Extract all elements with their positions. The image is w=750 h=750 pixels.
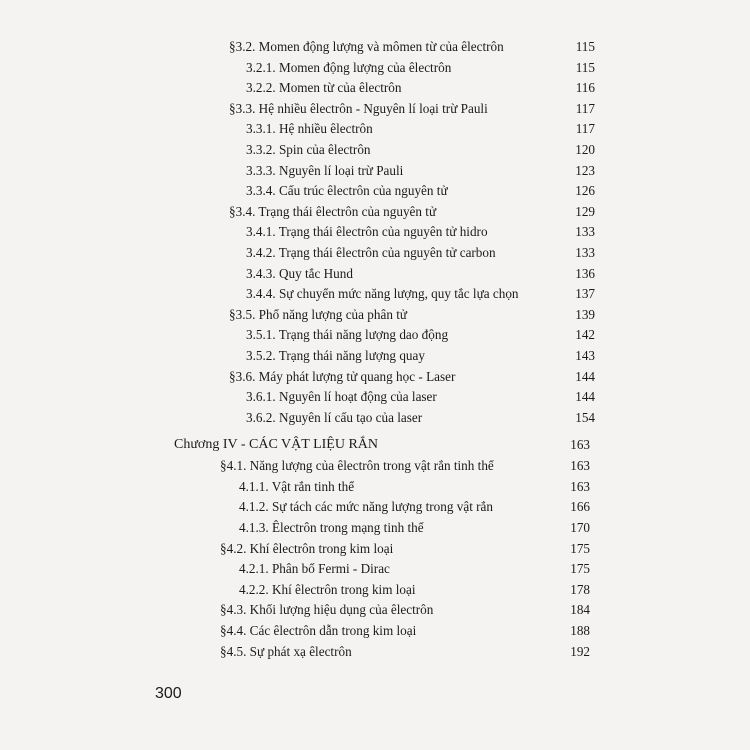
toc-entry-page: 133: [575, 224, 595, 240]
toc-entry-page: 116: [575, 80, 595, 96]
toc-entry-title: 3.3.4. Cấu trúc êlectrôn của nguyên tử: [246, 183, 448, 199]
toc-entry-page: 133: [575, 244, 595, 260]
toc-subsection-entry: [0, 497, 750, 518]
toc-subsection-entry: [0, 387, 750, 408]
toc-entry-title: 3.2.2. Momen từ của êlectrôn: [246, 80, 402, 96]
toc-entry-title: 3.4.1. Trạng thái êlectrôn của nguyên tử hidro: [246, 224, 488, 240]
toc-entry-title: 4.2.1. Phân bố Fermi - Dirac: [239, 561, 390, 577]
toc-entry-title: 3.3.3. Nguyên lí loại trừ Pauli: [246, 162, 404, 178]
toc-entry-title: 4.2.2. Khí êlectrôn trong kim loại: [239, 581, 416, 597]
toc-entry-page: 143: [575, 347, 595, 363]
toc-entry-page: 170: [570, 520, 590, 536]
toc-chapter-4: [0, 434, 750, 662]
toc-entry-page: 166: [570, 499, 590, 515]
toc-entry-page: 115: [575, 39, 595, 54]
toc-entry-page: 117: [575, 121, 595, 137]
toc-section-entry: [0, 621, 750, 642]
toc-subsection-entry: [0, 161, 750, 182]
toc-entry-title: §4.4. Các êlectrôn dẫn trong kim loại: [220, 623, 417, 639]
toc-entry-title: 3.5.1. Trạng thái năng lượng dao động: [246, 327, 449, 343]
toc-entry-page: 175: [570, 540, 590, 556]
toc-entry-page: 126: [575, 183, 595, 199]
toc-entry-title: 3.3.2. Spin của êlectrôn: [246, 141, 371, 157]
toc-entry-title: 3.2.1. Momen động lượng của êlectrôn: [246, 59, 452, 75]
toc-subsection-entry: [0, 580, 750, 601]
toc-chapter-3-part: [0, 37, 750, 428]
toc-chapter-entry: [0, 434, 750, 456]
toc-entry-title: §3.3. Hệ nhiều êlectrôn - Nguyên lí loại trừ Pauli: [229, 100, 488, 116]
toc-entry-title: 3.4.2. Trạng thái êlectrôn của nguyên tử carbon: [246, 244, 496, 260]
toc-subsection-entry: [0, 518, 750, 539]
toc-subsection-entry: [0, 181, 750, 202]
toc-entry-page: 139: [575, 306, 595, 322]
toc-section-entry: [0, 202, 750, 223]
toc-subsection-entry: [0, 58, 750, 79]
toc-entry-page: 120: [575, 141, 595, 157]
toc-entry-title: §3.5. Phổ năng lượng của phân tử: [229, 306, 408, 322]
toc-entry-page: 154: [575, 409, 595, 425]
toc-section-entry: [0, 37, 750, 58]
toc-entry-page: 192: [570, 643, 590, 659]
toc-section-entry: [0, 305, 750, 326]
toc-entry-title: 3.3.1. Hệ nhiều êlectrôn: [246, 121, 373, 137]
table-of-contents: [0, 37, 750, 662]
toc-subsection-entry: [0, 140, 750, 161]
toc-section-entry: [0, 600, 750, 621]
toc-entry-page: 163: [570, 458, 590, 474]
toc-entry-title: 4.1.2. Sự tách các mức năng lượng trong vật rắn: [239, 499, 494, 515]
toc-subsection-entry: [0, 408, 750, 429]
toc-entry-title: §4.3. Khối lượng hiệu dụng của êlectrôn: [220, 602, 434, 618]
toc-entry-title: 4.1.1. Vật rắn tinh thể: [239, 478, 355, 494]
toc-subsection-entry: [0, 119, 750, 140]
toc-subsection-entry: [0, 325, 750, 346]
toc-entry-title: §4.5. Sự phát xạ êlectrôn: [220, 643, 352, 659]
toc-entry-title: §3.2. Momen động lượng và mômen từ của êlectrôn: [229, 39, 504, 54]
toc-entry-title: §3.6. Máy phát lượng tử quang học - Laser: [229, 368, 456, 384]
toc-subsection-entry: [0, 284, 750, 305]
toc-entry-page: 129: [575, 203, 595, 219]
toc-entry-title: 3.5.2. Trạng thái năng lượng quay: [246, 347, 425, 363]
toc-entry-title: §4.2. Khí êlectrôn trong kim loại: [220, 540, 394, 556]
toc-entry-page: 184: [570, 602, 590, 618]
toc-section-entry: [0, 99, 750, 120]
toc-entry-title: 3.6.1. Nguyên lí hoạt động của laser: [246, 389, 437, 405]
toc-subsection-entry: [0, 222, 750, 243]
toc-entry-page: 178: [570, 581, 590, 597]
page-number: 300: [155, 685, 182, 702]
toc-entry-title: 3.4.3. Quy tắc Hund: [246, 265, 353, 281]
toc-entry-page: 142: [575, 327, 595, 343]
toc-subsection-entry: [0, 477, 750, 498]
toc-entry-page: 163: [570, 437, 590, 453]
toc-entry-title: 3.6.2. Nguyên lí cấu tạo của laser: [246, 409, 423, 425]
toc-subsection-entry: [0, 346, 750, 367]
toc-section-entry: [0, 367, 750, 388]
toc-entry-page: 175: [570, 561, 590, 577]
toc-entry-page: 136: [575, 265, 595, 281]
toc-entry-page: 137: [575, 286, 595, 302]
toc-subsection-entry: [0, 264, 750, 285]
toc-entry-title: 4.1.3. Êlectrôn trong mạng tinh thể: [239, 520, 424, 536]
toc-entry-page: 123: [575, 162, 595, 178]
toc-entry-title: Chương IV - CÁC VẬT LIỆU RẮN: [174, 437, 378, 453]
toc-subsection-entry: [0, 559, 750, 580]
toc-entry-page: 144: [575, 389, 595, 405]
toc-entry-page: 144: [575, 368, 595, 384]
toc-entry-page: 115: [575, 59, 595, 75]
toc-entry-title: 3.4.4. Sự chuyển mức năng lượng, quy tắc lựa chọn: [246, 286, 519, 302]
toc-section-entry: [0, 642, 750, 663]
toc-subsection-entry: [0, 78, 750, 99]
toc-entry-page: 163: [570, 478, 590, 494]
toc-section-entry: [0, 456, 750, 477]
toc-entry-page: 188: [570, 623, 590, 639]
toc-subsection-entry: [0, 243, 750, 264]
toc-entry-page: 117: [575, 100, 595, 116]
toc-entry-title: §4.1. Năng lượng của êlectrôn trong vật rắn tinh thể: [220, 458, 494, 474]
toc-section-entry: [0, 539, 750, 560]
toc-entry-title: §3.4. Trạng thái êlectrôn của nguyên tử: [229, 203, 437, 219]
